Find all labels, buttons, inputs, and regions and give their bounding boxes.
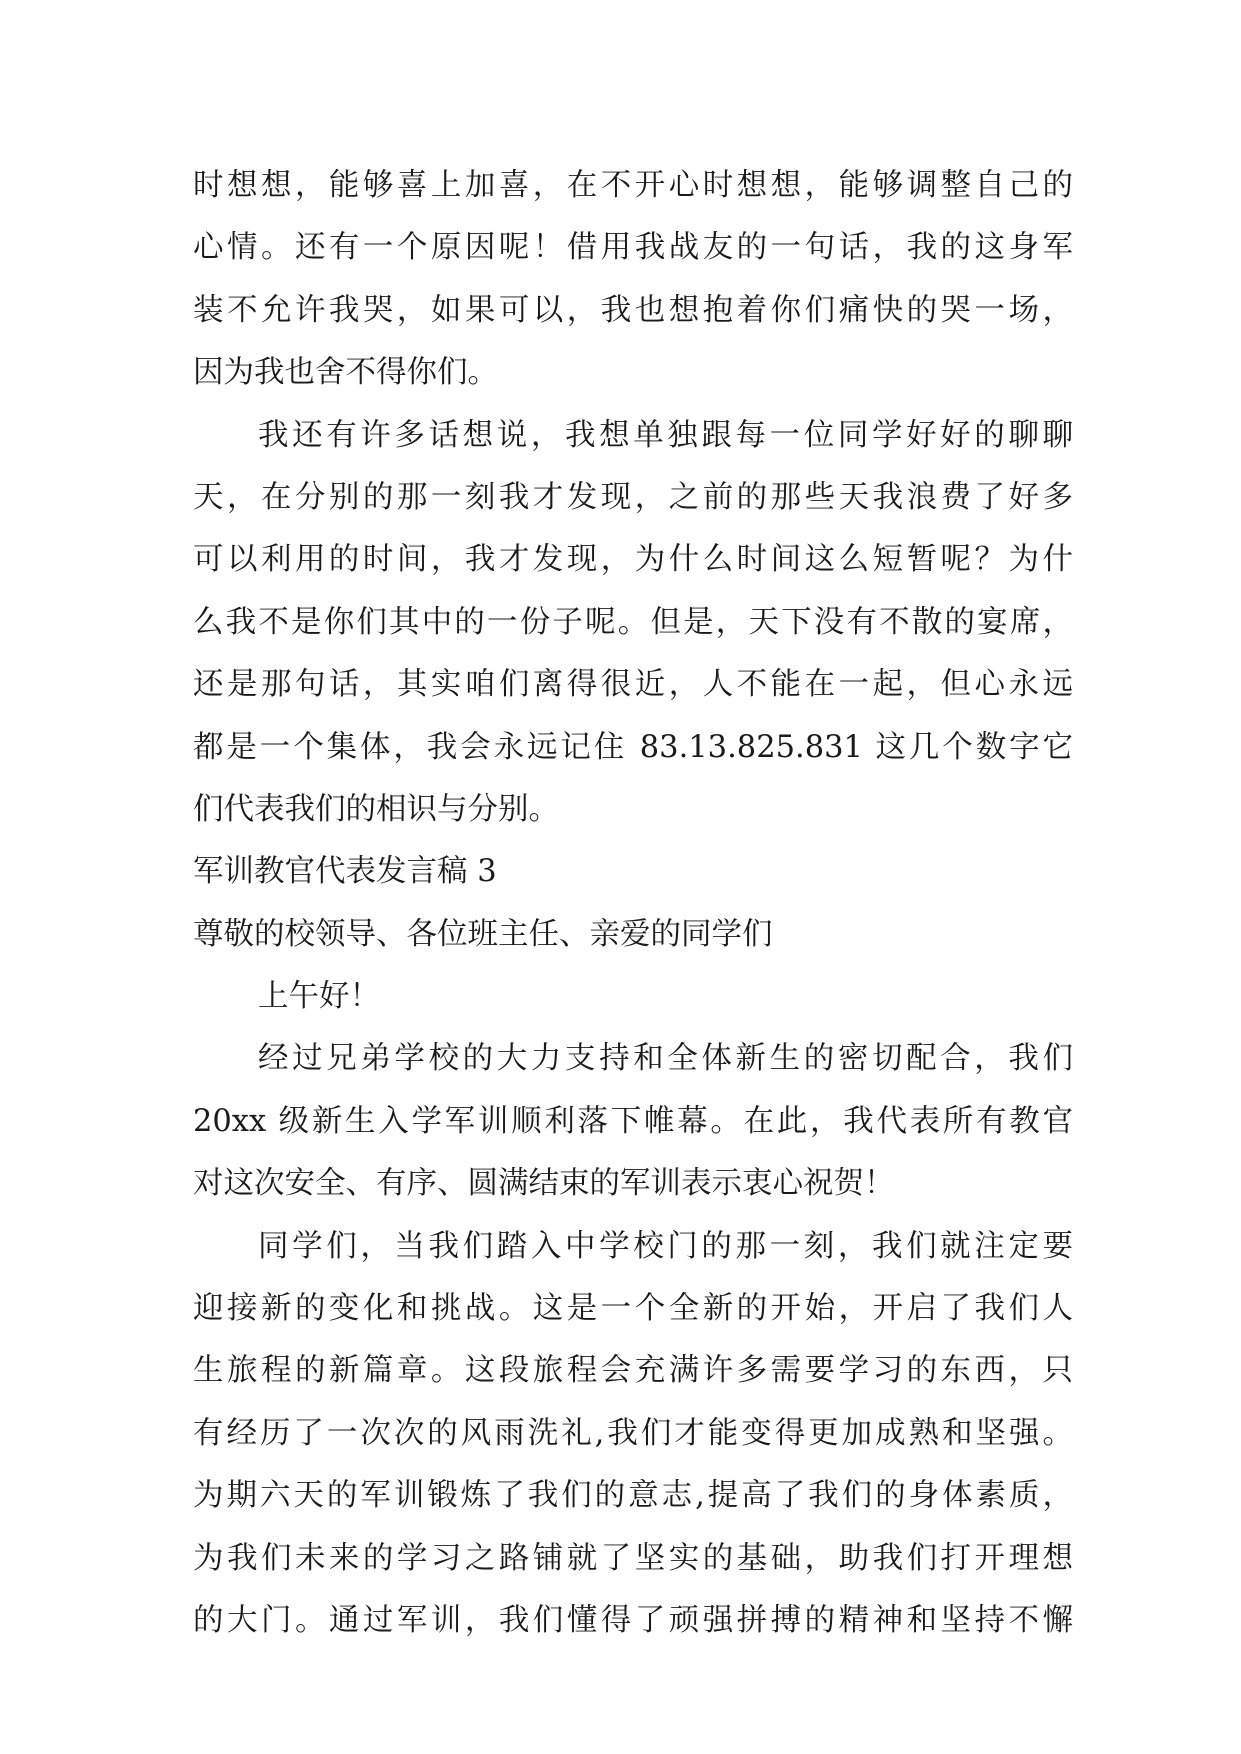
section-title: 军训教官代表发言稿 3	[193, 854, 497, 890]
text-line: 经过兄弟学校的大力支持和全体新生的密切配合，我们	[258, 1041, 1073, 1077]
text-line: 的大门。通过军训，我们懂得了顽强拼搏的精神和坚持不懈	[193, 1602, 1073, 1638]
text-line: 装不允许我哭，如果可以，我也想抱着你们痛快的哭一场，	[193, 292, 1073, 328]
salutation: 尊敬的校领导、各位班主任、亲爱的同学们	[193, 916, 773, 952]
text-line: 时想想，能够喜上加喜，在不开心时想想，能够调整自己的	[193, 168, 1073, 203]
text-line: 对这次安全、有序、圆满结束的军训表示衷心祝贺！	[193, 1166, 895, 1202]
greeting: 上午好！	[258, 979, 380, 1015]
text-line: 可以利用的时间，我才发现，为什么时间这么短暂呢？为什	[193, 542, 1073, 578]
text-line: 心情。还有一个原因呢！借用我战友的一句话，我的这身军	[193, 230, 1073, 266]
text-line: 还是那句话，其实咱们离得很近，人不能在一起，但心永远	[193, 667, 1073, 703]
text-line: 为期六天的军训锻炼了我们的意志,提高了我们的身体素质，	[193, 1478, 1073, 1514]
text-line: 我还有许多话想说，我想单独跟每一位同学好好的聊聊	[258, 417, 1073, 453]
text-line: 天，在分别的那一刻我才发现，之前的那些天我浪费了好多	[193, 479, 1073, 515]
text-line: 有经历了一次次的风雨洗礼,我们才能变得更加成熟和坚强。	[193, 1415, 1073, 1451]
text-line: 因为我也舍不得你们。	[193, 355, 498, 391]
text-line: 们代表我们的相识与分别。	[193, 791, 559, 827]
text-line: 么我不是你们其中的一份子呢。但是，天下没有不散的宴席，	[193, 604, 1073, 640]
text-line: 20xx 级新生入学军训顺利落下帷幕。在此，我代表所有教官	[193, 1103, 1073, 1139]
text-line: 为我们未来的学习之路铺就了坚实的基础，助我们打开理想	[193, 1540, 1073, 1576]
text-line: 迎接新的变化和挑战。这是一个全新的开始，开启了我们人	[193, 1291, 1073, 1327]
document-body	[193, 155, 1073, 1652]
text-line: 同学们，当我们踏入中学校门的那一刻，我们就注定要	[258, 1228, 1073, 1264]
text-line: 都是一个集体，我会永远记住 83.13.825.831 这几个数字它	[193, 729, 1073, 765]
text-line: 生旅程的新篇章。这段旅程会充满许多需要学习的东西，只	[193, 1353, 1073, 1389]
